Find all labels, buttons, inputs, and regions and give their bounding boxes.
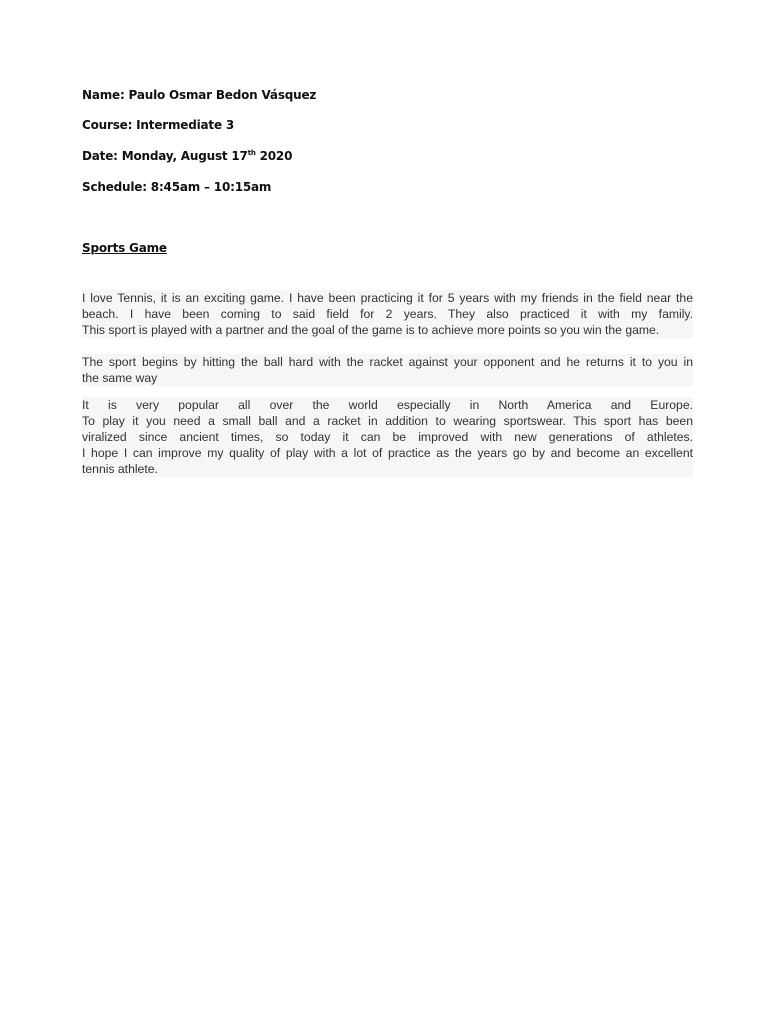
date-year: 2020 xyxy=(255,149,293,163)
paragraph-3-line-5: tennis athlete. xyxy=(82,462,158,476)
student-name: Name: Paulo Osmar Bedon Vásquez xyxy=(82,88,317,102)
paragraph-3-line-2: To play it you need a small ball and a racket in addition to wearing sportswear. This sport has been xyxy=(82,414,693,428)
paragraph-1-line-1: I love Tennis, it is an exciting game. I have been practicing it for 5 years with my friends in the field near the xyxy=(82,291,693,305)
paragraph-3-line-1: It is very popular all over the world especially in North America and Europe. xyxy=(82,398,693,412)
paragraph-3-line-4: I hope I can improve my quality of play with a lot of practice as the years go by and become an excellent xyxy=(82,446,693,460)
date-ordinal-suffix: th xyxy=(247,149,256,157)
paragraph-1-line-2: beach. I have been coming to said field for 2 years. They also practiced it with my family. xyxy=(82,307,693,321)
paragraph-2 xyxy=(82,354,693,386)
paragraph-3-line-3: viralized since ancient times, so today it can be improved with new generations of athletes. xyxy=(82,430,693,444)
paragraph-2-line-1: The sport begins by hitting the ball hard with the racket against your opponent and he returns it to you in xyxy=(82,355,693,369)
document-title: Sports Game xyxy=(82,241,167,255)
paragraph-2-line-2: the same way xyxy=(82,371,158,385)
paragraph-1-line-3: This sport is played with a partner and the goal of the game is to achieve more points so you win the game. xyxy=(82,323,660,337)
date-label xyxy=(82,149,292,163)
paragraph-3 xyxy=(82,397,693,477)
schedule-label: Schedule: 8:45am – 10:15am xyxy=(82,180,272,194)
paragraph-1 xyxy=(82,290,693,338)
date-prefix: Date: Monday, August 17 xyxy=(82,149,248,163)
course-label: Course: Intermediate 3 xyxy=(82,118,235,132)
